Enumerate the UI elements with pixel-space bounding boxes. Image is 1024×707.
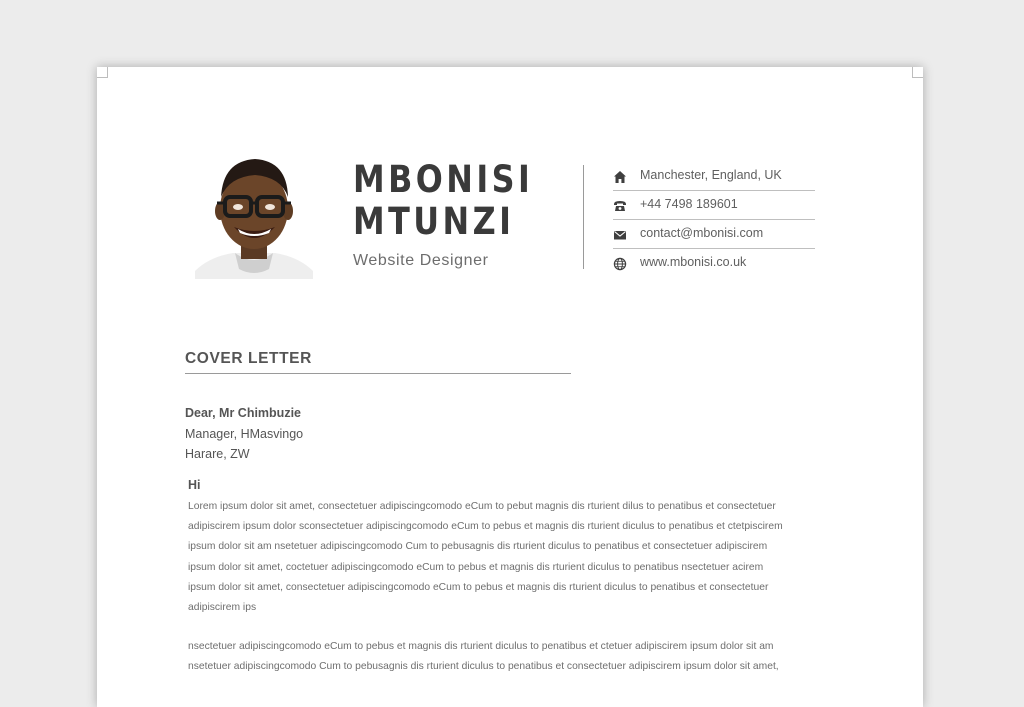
globe-icon [613, 257, 627, 271]
paragraph-line: adipiscirem ipsum dolor sconsectetuer adipiscingcomodo eCum to pebus et magnis dis rturient diculus to penatibus et ctetpiscirem [188, 521, 783, 533]
paragraph-line: adipiscirem ips [188, 602, 257, 614]
crop-mark [912, 67, 923, 78]
contact-email [613, 220, 815, 249]
job-title: Website Designer [353, 252, 489, 269]
section-title: COVER LETTER [185, 350, 312, 367]
contact-website [613, 249, 815, 277]
home-icon [613, 170, 627, 184]
phone-text: +44 7498 189601 [640, 197, 738, 211]
section-divider [185, 373, 571, 374]
last-name: MTUNZI [353, 200, 515, 243]
paragraph-line: Lorem ipsum dolor sit amet, consectetuer adipiscingcomodo eCum to pebut magnis dis rturient dilus to penatibus et consectetuer [188, 501, 776, 512]
email-text[interactable]: contact@mbonisi.com [640, 226, 764, 240]
header-divider [583, 165, 584, 269]
website-text[interactable]: www.mbonisi.co.uk [640, 255, 747, 269]
crop-mark [97, 67, 108, 78]
resume-page [97, 67, 923, 707]
first-name: MBONISI [353, 158, 534, 201]
address-text: Manchester, England, UK [640, 168, 782, 182]
paragraph-line: ipsum dolor sit amet, consectetuer adipiscingcomodo eCum to pebus et magnis dis rturient diculus to penatibus et consectetuer [188, 581, 769, 593]
recipient-location: Harare, ZW [185, 447, 250, 461]
body-paragraph-1 [188, 497, 838, 618]
greeting: Hi [188, 478, 201, 492]
envelope-icon [613, 228, 627, 242]
paragraph-line: ipsum dolor sit amet, coctetuer adipiscingcomodo eCum to pebus et magnis dis rturient diculus to penatibus nsectetuer acirem [188, 561, 764, 573]
paragraph-line: nsetetuer adipiscingcomodo Cum to pebusagnis dis rturient diculus to penatibus et consectetuer adipiscirem ipsum dolor sit amet, [188, 661, 779, 673]
recipient-name: Dear, Mr Chimbuzie [185, 406, 301, 420]
recipient-position: Manager, HMasvingo [185, 426, 304, 441]
contact-address [613, 162, 815, 191]
body-paragraph-2 [188, 637, 838, 677]
recipient-block [185, 403, 303, 465]
phone-icon [613, 199, 627, 213]
candidate-name [353, 159, 533, 243]
profile-photo [195, 153, 313, 279]
paragraph-line: nsectetuer adipiscingcomodo eCum to pebus et magnis dis rturient diculus to penatibus et ctetuer adipiscirem ipsum dolor sit am [188, 641, 774, 652]
contact-phone [613, 191, 815, 220]
paragraph-line: ipsum dolor sit am nsetetuer adipiscingcomodo Cum to pebusagnis dis rturient diculus to penatibus et consectetuer adipiscirem [188, 541, 768, 553]
contact-list [613, 162, 815, 277]
